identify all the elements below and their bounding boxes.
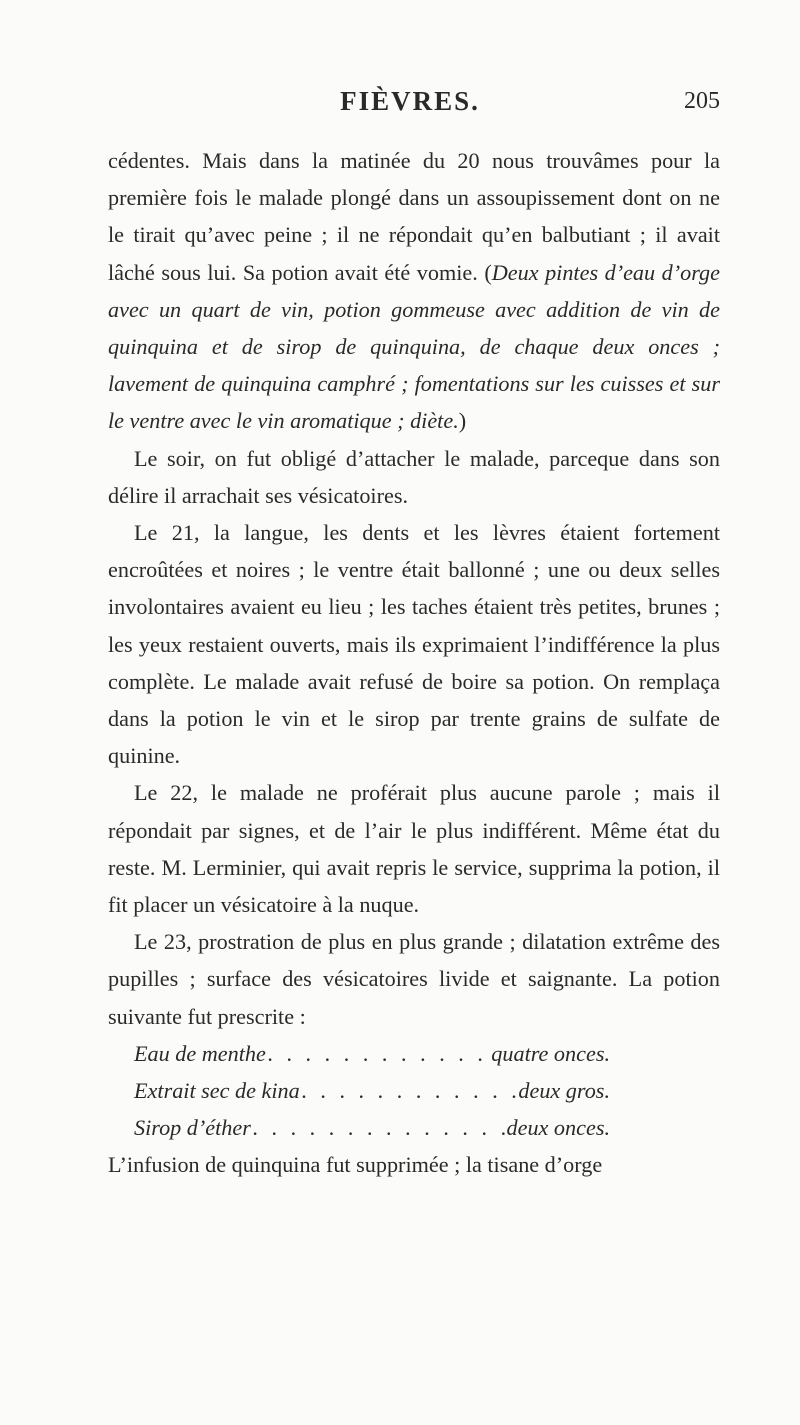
paragraph-text: ) (458, 408, 467, 434)
paragraph: Le soir, on fut obligé d’attacher le malade, parceque dans son délire il arrachait ses vésicatoires. (108, 445, 720, 508)
quantity: deux gros. (518, 1078, 610, 1104)
paragraph: Le 22, le malade ne proférait plus aucune parole ; mais il répondait par signes, et de l’air le plus indifférent. Même état du reste. M. Lerminier, qui avait repris le service, supprima la potion, il fit placer un vésicatoire à la nuque. (108, 780, 720, 918)
running-title: FIÈVRES. (340, 86, 480, 116)
prescription-italic: Deux pintes d’eau d’orge avec un quart de vin, potion gommeuse avec addition de vin de quinquina et de sirop de quinquina, de chaque deux onces ; lavement de quinquina camphré ; fomentations sur les cuisses et sur le ventre avec le vin aromatique ; diète. (108, 259, 720, 434)
ingredient: Extrait sec de kina (134, 1078, 300, 1104)
prescription-list (108, 1035, 720, 1147)
page-number: 205 (684, 88, 720, 114)
prescription-item (108, 1109, 720, 1146)
paragraph-last-line: L’infusion de quinquina fut supprimée ; la tisane d’orge (108, 1152, 603, 1178)
dot-leader (266, 1035, 491, 1072)
body-text (108, 142, 720, 1184)
quantity: deux onces. (506, 1115, 610, 1141)
running-head (100, 86, 720, 116)
paragraph: Le 21, la langue, les dents et les lèvres étaient fortement encroûtées et noires ; le ventre était ballonné ; une ou deux selles involontaires avaient eu lieu ; les taches étaient très petites, brunes ; les yeux restaient ouverts, mais ils exprimaient l’indifférence la plus complète. Le malade avait refusé de boire sa potion. On remplaça dans la potion le vin et le sirop par trente grains de sulfate de quinine. (108, 520, 720, 769)
dot-leader (300, 1072, 519, 1109)
prescription-item (108, 1072, 720, 1109)
paragraph-text: cédentes. Mais dans la matinée du 20 nous trouvâmes pour la première fois le malade plongé dans un assoupissement dont on ne le tirait qu’avec peine ; il ne répondait qu’en balbutiant ; il avait lâché sous lui. Sa potion avait été vomie. ( (108, 148, 720, 285)
ingredient: Sirop d’éther (134, 1115, 251, 1141)
paragraph-continued (108, 142, 720, 440)
quantity: quatre onces. (491, 1040, 610, 1066)
paragraph: Le 23, prostration de plus en plus grande ; dilatation extrême des pupilles ; surface des vésicatoires livide et saignante. La potion suivante fut prescrite : (108, 929, 720, 1029)
prescription-item (108, 1035, 720, 1072)
dot-leader (251, 1109, 507, 1146)
ingredient: Eau de menthe (134, 1040, 266, 1066)
